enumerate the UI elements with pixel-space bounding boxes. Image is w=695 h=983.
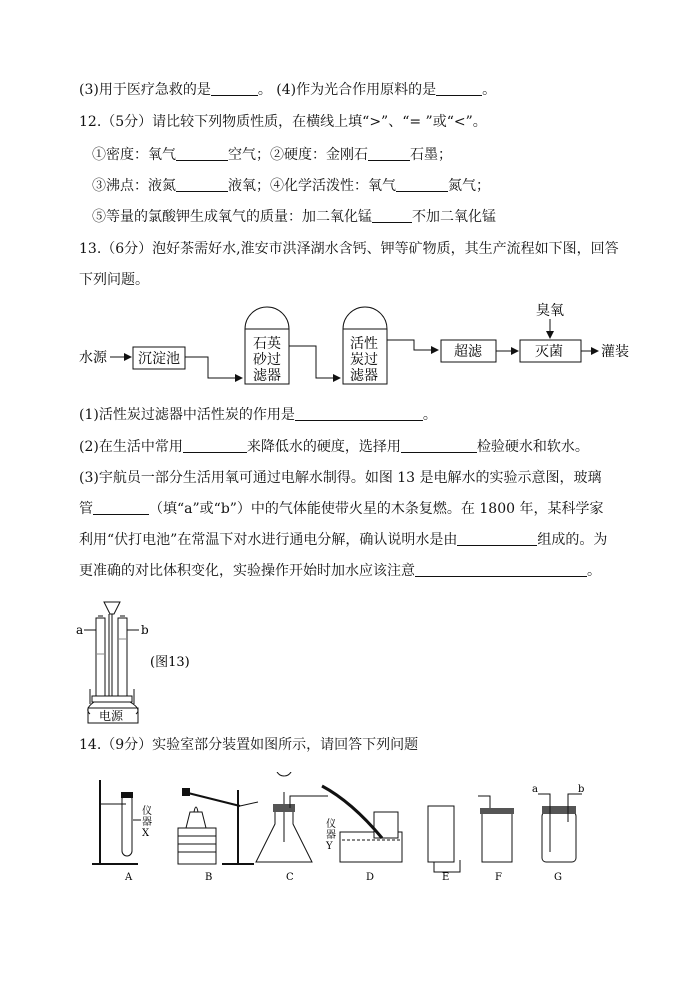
apparatus-b xyxy=(178,788,258,864)
flow-ultra: 超滤 xyxy=(454,344,482,360)
flow-source: 水源 xyxy=(79,350,107,366)
label-f: F xyxy=(495,872,502,882)
flow-ozone: 臭氧 xyxy=(536,303,564,319)
q13-p1-a: (1)活性炭过滤器中活性炭的作用是 xyxy=(79,407,295,423)
flow-sterilize: 灭菌 xyxy=(535,344,563,360)
q11-part4-text: (4)作为光合作用原料的是 xyxy=(276,82,437,98)
label-d: D xyxy=(366,872,375,882)
answer-blank[interactable] xyxy=(415,562,587,577)
instr-y-3: Y xyxy=(326,841,333,852)
answer-blank[interactable] xyxy=(401,438,477,453)
flow-filter1-l3: 滤器 xyxy=(253,368,281,384)
instr-y-1: 仪 xyxy=(326,819,336,830)
q12-r1-c: 石墨； xyxy=(410,147,452,163)
fig-power-label: 电源 xyxy=(99,709,124,723)
q13-stem-line2: 下列问题。 xyxy=(79,272,149,288)
flow-filter2-l3: 滤器 xyxy=(350,368,378,384)
q13-p3-line3 xyxy=(79,530,607,550)
water-process-flowchart xyxy=(0,296,695,396)
answer-blank[interactable] xyxy=(211,81,258,96)
q12-row2 xyxy=(92,176,490,196)
q12-row3 xyxy=(92,207,496,227)
lab-apparatus-figure xyxy=(90,772,610,882)
label-c: C xyxy=(286,872,294,882)
answer-blank[interactable] xyxy=(396,177,448,192)
label-b: B xyxy=(205,872,213,882)
flow-filter2-l1: 活性 xyxy=(350,336,378,352)
flow-output: 灌装 xyxy=(601,344,629,360)
answer-blank[interactable] xyxy=(372,208,412,223)
instr-x-1: 仪 xyxy=(142,806,152,817)
q13-p3-l3a: 利用“伏打电池”在常温下对水进行通电分解，确认说明水是由 xyxy=(79,532,458,548)
answer-blank[interactable] xyxy=(457,531,537,546)
answer-blank[interactable] xyxy=(295,406,423,421)
q12-r1-a: ①密度：氧气 xyxy=(92,147,176,163)
q11-part4-end: 。 xyxy=(482,82,497,98)
q12-r2-c: 氮气； xyxy=(448,178,490,194)
answer-blank[interactable] xyxy=(183,438,247,453)
flow-tank: 沉淀池 xyxy=(138,351,180,367)
q13-p3-l3b: 组成的。为 xyxy=(537,532,608,548)
q13-p3-l2b: （填“a”或“b”）中的气体能使带火星的木条复燃。在 1800 年，某科学家 xyxy=(149,501,604,517)
q12-r2-b: 液氧；④化学活泼性：氧气 xyxy=(228,178,396,194)
q11-tail-line xyxy=(79,80,496,100)
instr-y-2: 器 xyxy=(326,830,336,841)
q13-stem-line1: 13.（6分）泡好茶需好水,淮安市洪泽湖水含钙、钾等矿物质，其生产流程如下图，回答 xyxy=(79,241,619,257)
fig-caption: (图13) xyxy=(150,655,190,670)
answer-blank[interactable] xyxy=(176,177,228,192)
g-label-a: a xyxy=(532,784,538,795)
instr-x-3: X xyxy=(142,828,150,839)
q13-p2-b: 来降低水的硬度，选择用 xyxy=(246,439,401,455)
q13-p1 xyxy=(79,405,437,425)
q13-p3-line4 xyxy=(79,561,601,581)
q13-p2-c: 检验硬水和软水。 xyxy=(476,439,589,455)
apparatus-f xyxy=(478,796,514,862)
fig-label-a: a xyxy=(76,623,84,637)
answer-blank[interactable] xyxy=(436,81,482,96)
apparatus-c xyxy=(256,772,328,862)
flow-filter2-l2: 炭过 xyxy=(350,352,378,368)
flow-filter1-l2: 砂过 xyxy=(253,352,281,368)
g-label-b: b xyxy=(578,784,585,795)
apparatus-g xyxy=(538,794,582,862)
q13-p2-a: (2)在生活中常用 xyxy=(79,439,183,455)
apparatus-e xyxy=(428,806,460,872)
flow-filter1-l1: 石英 xyxy=(253,336,281,352)
q12-row1 xyxy=(92,145,452,165)
electrolysis-figure xyxy=(72,594,212,724)
label-e: E xyxy=(442,872,450,882)
apparatus-a xyxy=(92,780,138,864)
q13-p3-line1: (3)宇航员一部分生活用氧可通过电解水制得。如图 13 是电解水的实验示意图，玻璃 xyxy=(79,470,602,486)
q13-p3-l2a: 管 xyxy=(79,501,93,517)
label-g: G xyxy=(554,872,562,882)
answer-blank[interactable] xyxy=(176,146,228,161)
answer-blank[interactable] xyxy=(93,500,149,515)
q11-part3-end: 。 xyxy=(257,82,272,98)
q13-p2 xyxy=(79,437,589,457)
q13-p3-line2 xyxy=(79,499,603,519)
q12-r3-a: ⑤等量的氯酸钾生成氧气的质量：加二氧化锰 xyxy=(92,209,372,225)
q12-r1-b: 空气；②硬度：金刚石 xyxy=(228,147,368,163)
q13-p3-l4b: 。 xyxy=(587,563,601,579)
q14-stem: 14.（9分）实验室部分装置如图所示，请回答下列问题 xyxy=(79,737,419,753)
answer-blank[interactable] xyxy=(368,146,410,161)
q11-part3-text: (3)用于医疗急救的是 xyxy=(79,82,211,98)
q12-stem: 12.（5分）请比较下列物质性质，在横线上填“>”、“= ”或“<”。 xyxy=(79,114,487,130)
q12-r2-a: ③沸点：液氮 xyxy=(92,178,176,194)
fig-label-b: b xyxy=(141,623,149,637)
label-a: A xyxy=(125,872,133,882)
q12-r3-b: 不加二氧化锰 xyxy=(412,209,496,225)
q13-p1-b: 。 xyxy=(422,407,437,423)
instr-x-2: 器 xyxy=(142,817,152,828)
q13-p3-l4a: 更准确的对比体积变化，实验操作开始时加水应该注意 xyxy=(79,563,415,579)
